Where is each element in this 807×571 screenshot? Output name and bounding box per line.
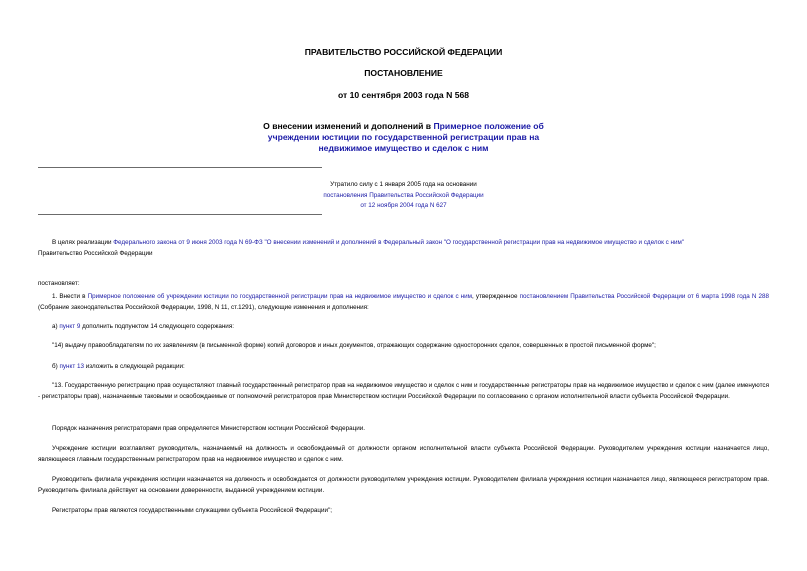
title-link-line3[interactable]: недвижимое имущество и сделок с ним [318,143,489,153]
paragraph-branch-head: Руководитель филиала учреждения юстиции назначается на должность и освобождается от должности руководителем учреждения юстиции. Руководителем филиала учреждения юстиции назначается лицо, являющееся регистратором прав. Руководитель филиала действует на основании доверенности, выданной учреждением юстиции. [38,476,769,494]
p3-text: 1. Внести в [52,293,88,300]
title-link-line1[interactable]: Примерное положение об [433,121,544,131]
bottom-divider [38,214,322,215]
paragraph-clause-13: "13. Государственную регистрацию прав осуществляют главный государственный регистратор прав на недвижимое имущество и сделок с ним и государственные регистраторы прав на недвижимое имущество и сделок с ним (далее именуются - регистраторы прав), назначаемые таковыми и освобождаемые от полномочий регистраторов прав Министерством юстиции Российской Федерации по согласованию с органом исполнительной власти субъекта Российской Федерации. [38,382,769,400]
p1-tail: Правительство Российской Федерации [38,249,153,257]
p3-tail: (Собрание законодательства Российской Федерации, 1998, N 11, ст.1291), следующие изменения и дополнения: [38,303,369,311]
document-date-number: от 10 сентября 2003 года N 568 [337,90,470,100]
p6-text: б) [52,363,60,370]
top-divider [38,167,322,168]
paragraph-appointment-order: Порядок назначения регистраторами прав определяется Министерством юстиции Российской Федерации. [52,425,366,432]
paragraph-purpose [38,238,769,259]
clause-13-link[interactable]: пункт 13 [59,363,84,370]
p6-tail: изложить в следующей редакции: [83,363,185,370]
paragraph-item-b [38,362,769,373]
regulation-link[interactable]: Примерное положение об учреждении юстиции по государственной регистрации прав на недвижимое имущество и сделок с ним [87,293,473,300]
expiry-note-text: Утратило силу с 1 января 2005 года на основании [330,181,477,188]
paragraph-item-a [38,322,769,333]
p4-text: а) [52,323,60,330]
title-prefix: О внесении изменений и дополнений в [263,121,434,131]
federal-law-link[interactable]: Федерального закона от 9 июня 2003 года N 69-ФЗ "О внесении изменений и дополнений в Федеральный закон "О государственной регистрации прав на недвижимое имущество и сделок с ним" [113,239,685,246]
expiry-note [300,180,507,212]
expiry-note-link-line3[interactable]: от 12 ноября 2004 года N 627 [360,202,447,209]
p4-tail: дополнить подпунктом 14 следующего содержания: [80,323,234,330]
paragraph-resolves: постановляет: [38,280,80,287]
government-name: ПРАВИТЕЛЬСТВО РОССИЙСКОЙ ФЕДЕРАЦИИ [304,47,503,57]
expiry-note-link-line2[interactable]: постановления Правительства Российской Федерации [323,191,484,199]
paragraph-registrars-status: Регистраторы прав являются государственными служащими субъекта Российской Федерации"; [52,507,333,514]
p1-text: В целях реализации [52,239,114,246]
title-link-line2[interactable]: учреждении юстиции по государственной регистрации прав на [267,132,540,142]
document-type: ПОСТАНОВЛЕНИЕ [364,68,443,78]
document-title [200,121,607,154]
p3-mid: , утвержденное [472,293,520,300]
clause-9-link[interactable]: пункт 9 [59,323,81,330]
paragraph-subclause-14: "14) выдачу правообладателям по их заявлениям (в письменной форме) копий договоров и иных документов, отражающих содержание односторонних сделок, совершенных в простой письменной форме"; [52,342,656,349]
paragraph-head-of-institution: Учреждение юстиции возглавляет руководитель, назначаемый на должность и освобождаемый от должности органом исполнительной власти субъекта Российской Федерации. Руководителем учреждения юстиции назначается лицо, являющееся главным государственным регистратором прав на недвижимое имущество и сделок с ним. [38,445,769,463]
decree-link[interactable]: постановлением Правительства Российской Федерации от 6 марта 1998 года N 288 [519,293,769,300]
paragraph-item-1 [38,292,769,313]
